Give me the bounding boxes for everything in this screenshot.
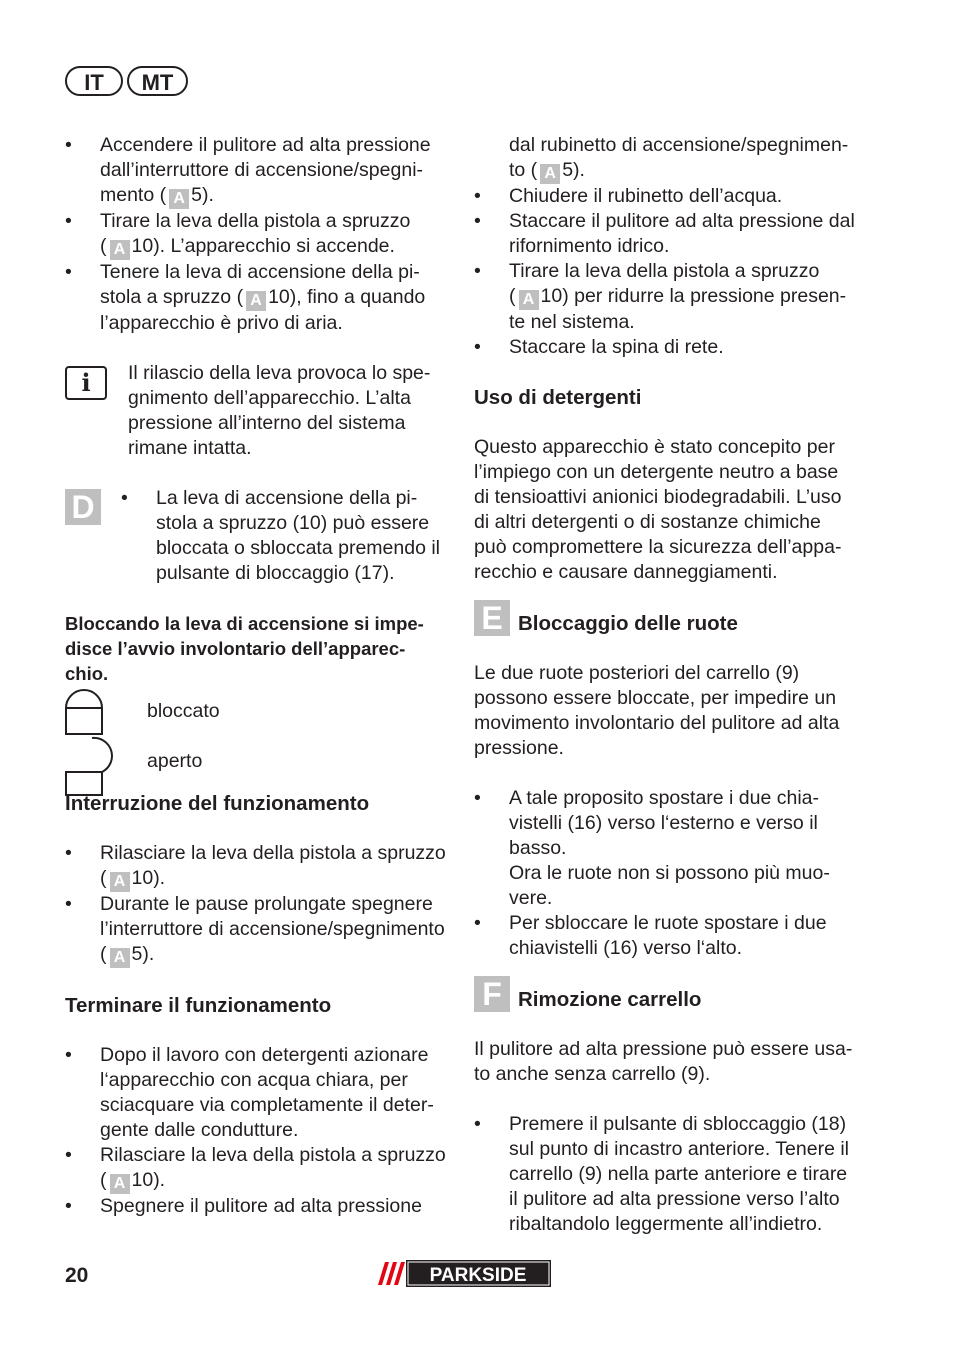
shutdown-list (474, 184, 859, 360)
text-line: 5). (191, 184, 214, 206)
text-line: ( (100, 235, 107, 257)
padlock-closed-icon (65, 686, 125, 736)
text-line: l’impiego con un detergente neutro a base (474, 461, 839, 483)
locked-legend (65, 686, 450, 736)
section-letter-f: F (474, 976, 510, 1012)
figure-a-badge: A (110, 948, 130, 968)
text-line: sciacquare via completamente il deter- (100, 1094, 434, 1116)
text-line: Dopo il lavoro con detergenti azionare (100, 1044, 429, 1066)
text-line: recchio e causare danneggiamenti. (474, 561, 778, 583)
cart-removal-list (474, 1112, 859, 1237)
text-line: 5). (131, 943, 155, 965)
section-letter-d: D (65, 489, 101, 525)
text-line: stola a spruzzo (10) può essere (156, 512, 430, 534)
left-column (65, 133, 450, 1219)
text-line: vistelli (16) verso l‘esterno e verso il (509, 812, 818, 834)
text-line: di tensioattivi anionici biodegradabili. L’uso (474, 486, 842, 508)
text-line: to anche senza carrello (9). (474, 1063, 711, 1085)
list-item (65, 260, 450, 336)
text-line: Accendere il pulitore ad alta pressione (100, 134, 431, 156)
list-item (65, 209, 450, 260)
text-line: Tirare la leva della pistola a spruzzo (100, 210, 411, 232)
list-item (65, 892, 450, 968)
list-item (474, 259, 859, 335)
heading-ruote: Bloccaggio delle ruote (518, 612, 738, 635)
text-line: Chiudere il rubinetto dell’acqua. (509, 185, 783, 207)
text-line: Questo apparecchio è stato concepito per (474, 436, 835, 458)
text-line: ( (100, 943, 107, 965)
text-line: Durante le pause prolungate spegnere (100, 893, 433, 915)
terminate-list (65, 1043, 450, 1219)
text-line: Bloccando la leva di accensione si impe- (65, 613, 424, 634)
heading-interruzione: Interruzione del funzionamento (65, 792, 370, 815)
text-line: Tenere la leva di accensione della pi- (100, 261, 420, 283)
text-line: 5). (562, 159, 585, 181)
list-item (65, 841, 450, 892)
text-line: Spegnere il pulitore ad alta pressione (100, 1195, 422, 1217)
text-line: l’apparecchio è privo di aria. (100, 312, 343, 334)
text-line: rifornimento idrico. (509, 235, 670, 257)
text-line: mento ( (100, 184, 167, 206)
text-line: chiavistelli (16) verso l‘alto. (509, 937, 743, 959)
text-line: te nel sistema. (509, 311, 635, 333)
text-line: A tale proposito spostare i due chia- (509, 787, 820, 809)
right-column (474, 133, 859, 1237)
text-line: gente dalle condutture. (100, 1119, 299, 1141)
figure-a-badge: A (540, 164, 560, 184)
text-line: pressione all’interno del sistema (128, 412, 406, 434)
text-line: Rilasciare la leva della pistola a spruzzo (100, 1144, 446, 1166)
list-item (65, 1143, 450, 1194)
paragraph-carrello (474, 1037, 859, 1087)
figure-a-badge: A (110, 872, 130, 892)
text-line: vere. (509, 887, 553, 909)
brand-name: PARKSIDE (429, 1265, 527, 1286)
page-number: 20 (65, 1264, 89, 1287)
warning-bold-text (65, 611, 450, 686)
info-note-text (128, 361, 430, 461)
text-line: ribaltandolo leggermente all’indietro. (509, 1213, 823, 1235)
paragraph-detergenti (474, 435, 859, 585)
text-line: 10). (131, 1169, 166, 1191)
continued-text (474, 133, 859, 184)
text-line: La leva di accensione della pi- (156, 487, 418, 509)
text-line: Il pulitore ad alta pressione può essere usa- (474, 1038, 853, 1060)
text-line: Per sbloccare le ruote spostare i due (509, 912, 827, 934)
list-item (474, 184, 859, 209)
figure-a-badge: A (246, 291, 266, 311)
start-steps-list (65, 133, 450, 336)
text-line: l’interruttore di accensione/spegnimento (100, 918, 445, 940)
open-legend (65, 736, 450, 786)
figure-a-badge: A (110, 240, 130, 260)
text-line: Staccare il pulitore ad alta pressione dal (509, 210, 855, 232)
info-note (65, 361, 450, 461)
section-d-list (121, 486, 450, 586)
text-line: dall’interruttore di accensione/spegni- (100, 159, 424, 181)
padlock-open-icon (65, 736, 125, 796)
heading-detergenti: Uso di detergenti (474, 386, 642, 409)
text-line: il pulitore ad alta pressione verso l’alto (509, 1188, 840, 1210)
text-line: Staccare la spina di rete. (509, 336, 724, 358)
text-line: possono essere bloccate, per impedire un (474, 687, 837, 709)
text-line: to ( (509, 159, 538, 181)
list-item (474, 911, 859, 961)
section-d (65, 486, 450, 586)
text-line: ( (509, 285, 516, 307)
text-line: chio. (65, 663, 109, 684)
lang-badge-mt: MT (127, 66, 188, 96)
section-letter-e: E (474, 600, 510, 636)
text-line: rimane intatta. (128, 437, 252, 459)
text-line: movimento involontario del pulitore ad alta (474, 712, 840, 734)
text-line: gnimento dell’apparecchio. L’alta (128, 387, 411, 409)
text-line: Tirare la leva della pistola a spruzzo (509, 260, 820, 282)
list-item (474, 786, 859, 911)
open-label: aperto (147, 749, 203, 772)
text-line: 10). L’apparecchio si accende. (131, 235, 395, 257)
heading-carrello: Rimozione carrello (518, 988, 702, 1011)
locked-label: bloccato (147, 699, 220, 722)
text-line: pressione. (474, 737, 564, 759)
text-line: 10) per ridurre la pressione presen- (540, 285, 847, 307)
text-line: di altri detergenti o di sostanze chimiche (474, 511, 821, 533)
text-line: Rilasciare la leva della pistola a spruzzo (100, 842, 446, 864)
text-line: carrello (9) nella parte anteriore e tirare (509, 1163, 848, 1185)
text-line: ( (100, 1169, 107, 1191)
text-line: l‘apparecchio con acqua chiara, per (100, 1069, 408, 1091)
list-item (474, 209, 859, 259)
text-line: sul punto di incastro anteriore. Tenere il (509, 1138, 850, 1160)
text-line: Ora le ruote non si possono più muo- (509, 862, 830, 884)
text-line: bloccata o sbloccata premendo il (156, 537, 440, 559)
wheel-lock-list (474, 786, 859, 961)
text-line: Il rilascio della leva provoca lo spe- (128, 362, 431, 384)
section-e-header (474, 600, 859, 636)
text-line: Le due ruote posteriori del carrello (9) (474, 662, 800, 684)
heading-terminare: Terminare il funzionamento (65, 994, 332, 1017)
list-item (474, 335, 859, 360)
figure-a-badge: A (110, 1174, 130, 1194)
text-line: stola a spruzzo ( (100, 286, 244, 308)
text-line: basso. (509, 837, 567, 859)
text-line: Premere il pulsante di sbloccaggio (18) (509, 1113, 847, 1135)
list-item (474, 1112, 859, 1237)
list-item (65, 133, 450, 209)
list-item (65, 1043, 450, 1143)
figure-a-badge: A (519, 290, 539, 310)
text-line: 10), fino a quando (268, 286, 426, 308)
text-line: ( (100, 867, 107, 889)
section-f-header (474, 976, 859, 1012)
text-line: 10). (131, 867, 166, 889)
list-item (65, 1194, 450, 1219)
text-line: dal rubinetto di accensione/spegnimen- (509, 134, 849, 156)
lang-badge-it: IT (65, 66, 123, 96)
paragraph-ruote (474, 661, 859, 761)
text-line: disce l’avvio involontario dell’apparec- (65, 638, 406, 659)
figure-a-badge: A (169, 189, 189, 209)
info-icon: i (65, 366, 107, 400)
text-line: pulsante di bloccaggio (17). (156, 562, 395, 584)
text-line: può compromettere la sicurezza dell’appa- (474, 536, 842, 558)
interruption-list (65, 841, 450, 968)
parkside-logo (373, 1259, 553, 1288)
list-item (121, 486, 450, 586)
